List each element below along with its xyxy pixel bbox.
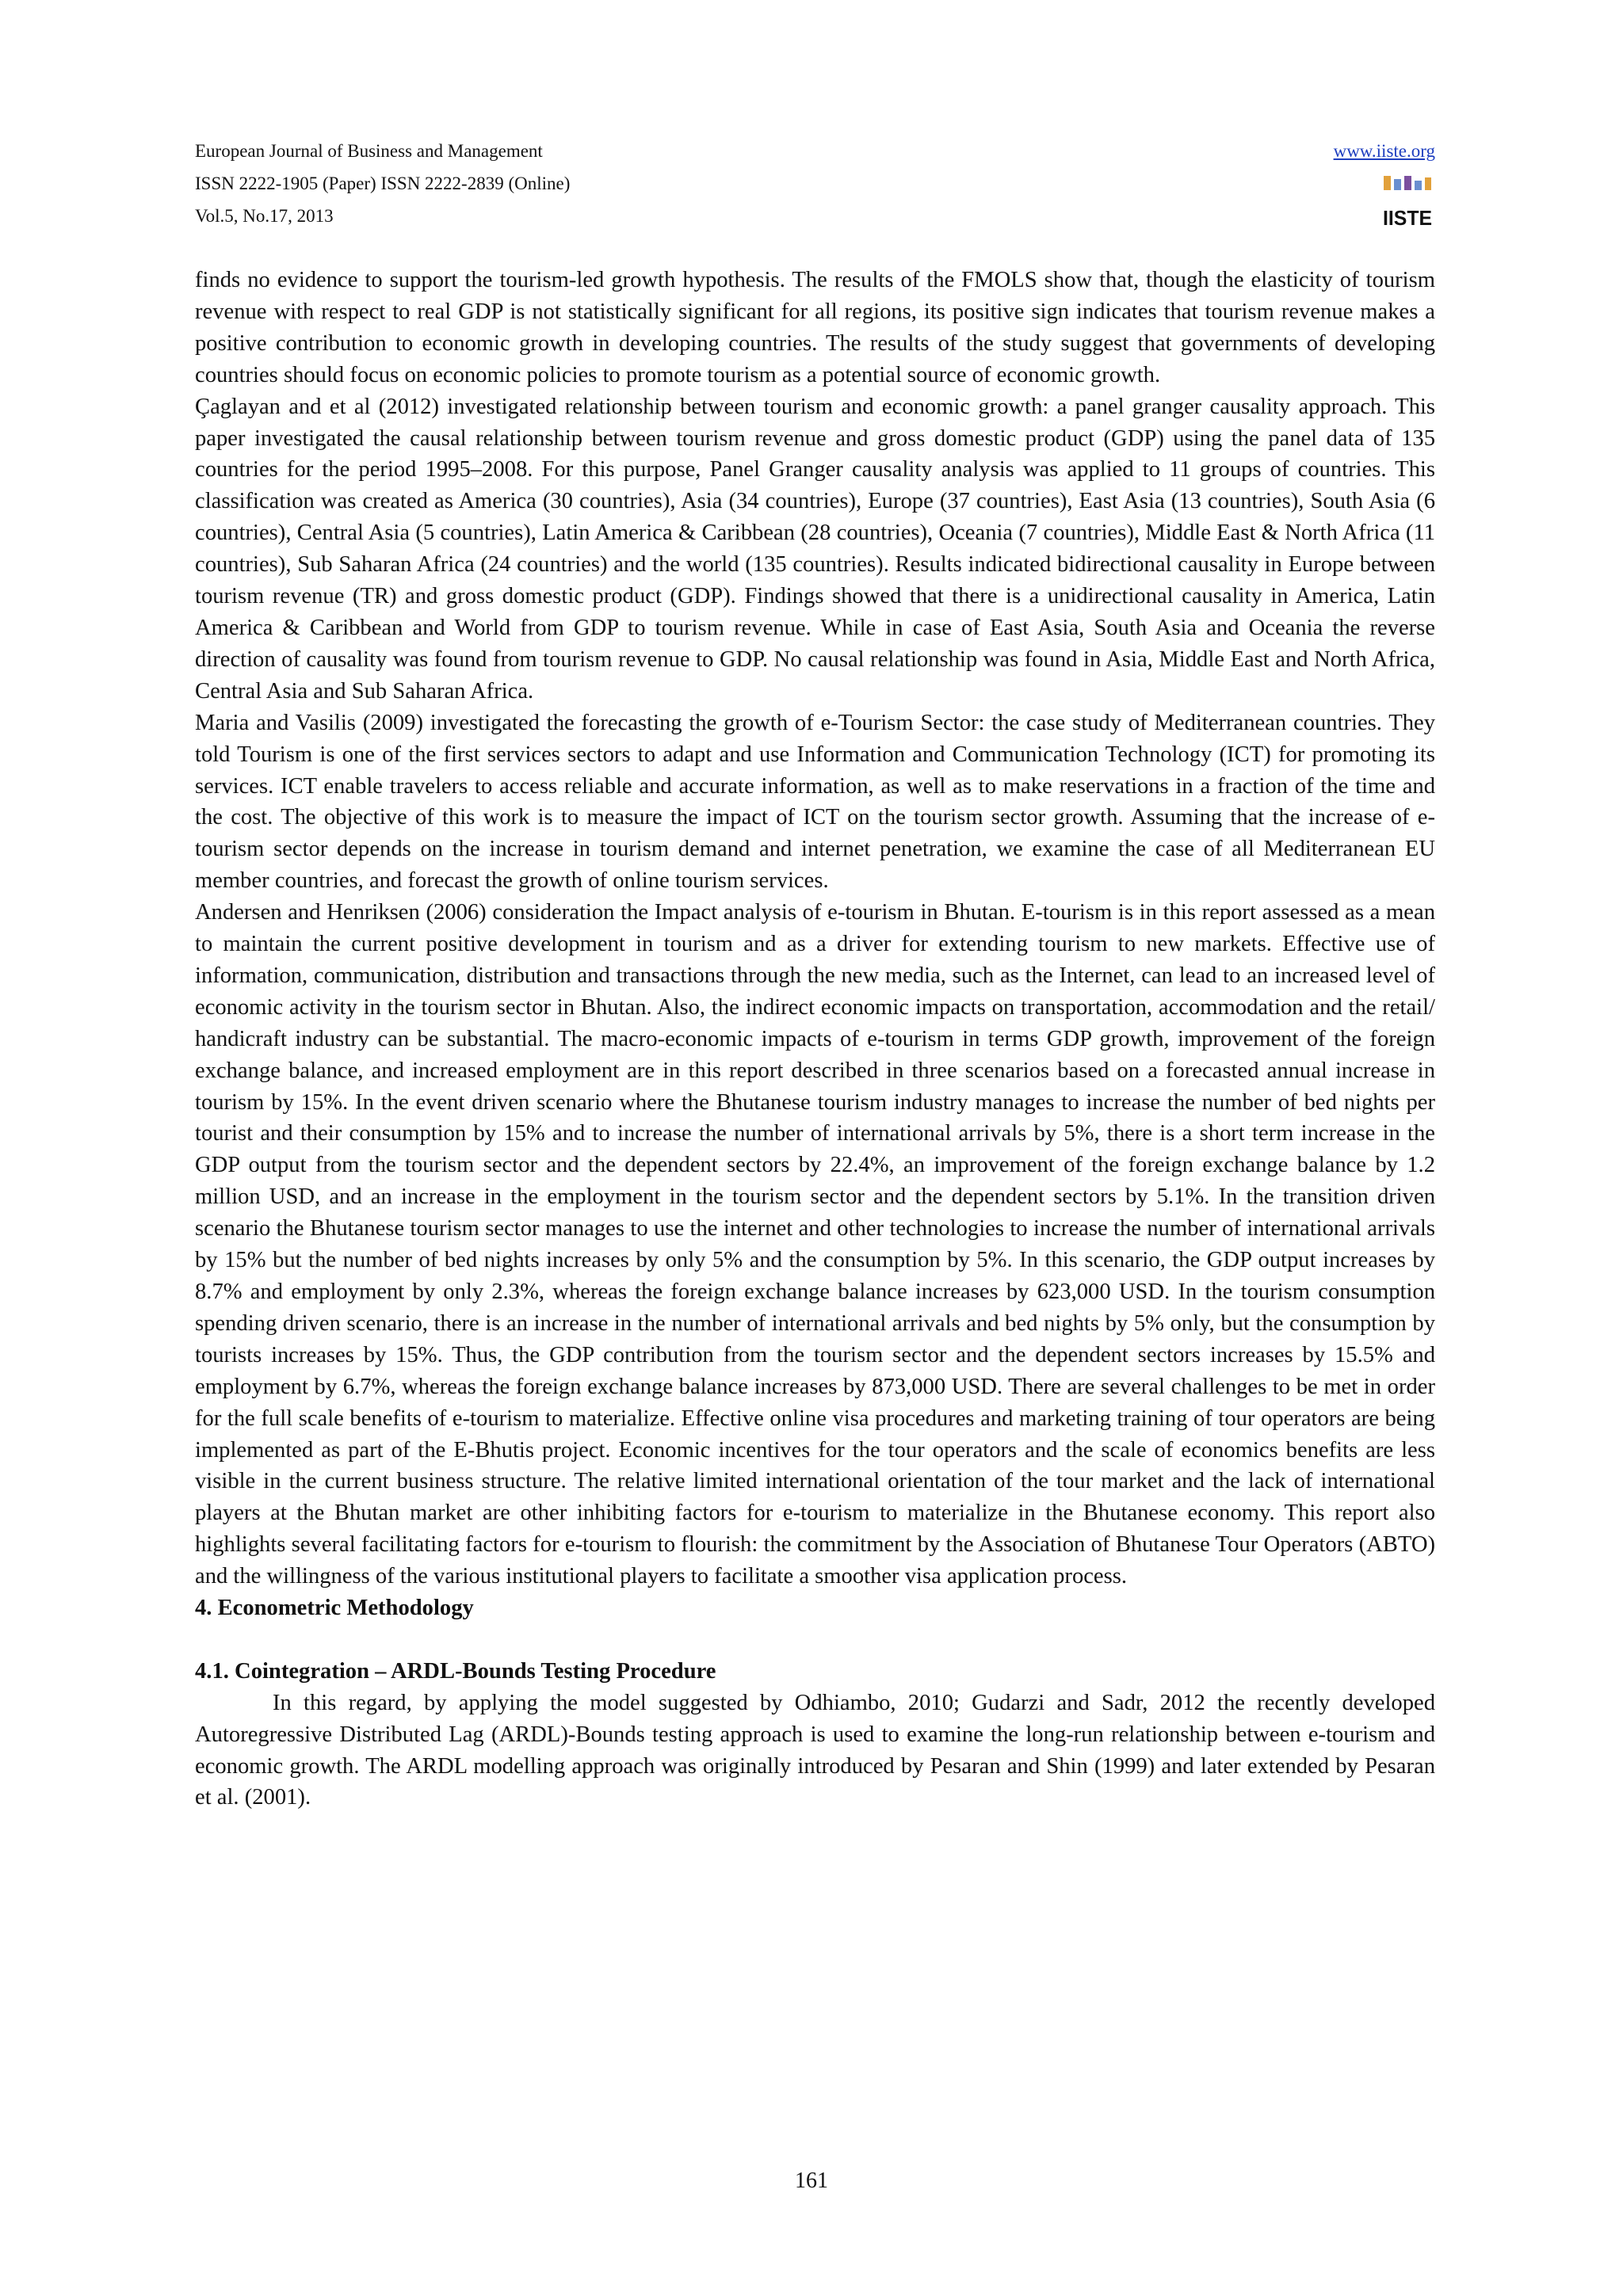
journal-volume: Vol.5, No.17, 2013: [195, 206, 334, 226]
subsection-heading: 4.1. Cointegration – ARDL-Bounds Testing Procedure: [195, 1658, 716, 1684]
paragraph-4: Andersen and Henriksen (2006) consideration the Impact analysis of e-tourism in Bhutan. E-tourism is in this report assessed as a mean to maintain the current positive development in tourism and as a driver for extending tourism to new markets. Effective use of information, communication, distribution and transactions through the new media, such as the Internet, can lead to an increased level of economic activity in the tourism sector in Bhutan. Also, the indirect economic impacts on transportation, accommodation and the retail/ handicraft industry can be substantial. The macro-economic impacts of e-tourism in terms GDP growth, improvement of the foreign exchange balance, and increased employment are in this report described in three scenarios based on a forecasted annual increase in tourism by 15%. In the event driven scenario where the Bhutanese tourism industry manages to increase the number of bed nights per tourist and their consumption by 15% and to increase the number of international arrivals by 5%, there is a short term increase in the GDP output from the tourism sector and the dependent sectors by 22.4%, an improvement of the foreign exchange balance by 1.2 million USD, and an increase in the employment in the tourism sector and the dependent sectors by 5.1%. In the transition driven scenario the Bhutanese tourism sector manages to use the internet and other technologies to increase the number of international arrivals by 15% but the number of bed nights increases by only 5% and the consumption by 5%. In this scenario, the GDP output increases by 8.7% and employment by only 2.3%, whereas the foreign exchange balance increases by 623,000 USD. In the tourism consumption spending driven scenario, there is an increase in the number of international arrivals and bed nights by 5% only, but the consumption by tourists increases by 15%. Thus, the GDP contribution from the tourism sector and the dependent sectors increases by 15.5% and employment by 6.7%, whereas the foreign exchange balance increases by 873,000 USD. There are several challenges to be met in order for the full scale benefits of e-tourism to materialize. Effective online visa procedures and marketing training of tour operators are being implemented as part of the E-Bhutis project. Economic incentives for the tour operators and the scale of economics benefits are less visible in the current business structure. The relative limited international orientation of the tour market and the lack of international players at the Bhutan market are other inhibiting factors for e-tourism to materialize in the Bhutanese economy. This report also highlights several facilitating factors for e-tourism to flourish: the commitment by the Association of Bhutanese Tour Operators (ABTO) and the willingness of the various institutional players to facilitate a smoother visa application process.: [195, 900, 1435, 1589]
section-heading: 4. Econometric Methodology: [195, 1596, 474, 1621]
logo-bar-4: [1415, 181, 1422, 190]
paragraph-2: Çaglayan and et al (2012) investigated relationship between tourism and economic growth: a panel granger causality approach. This paper investigated the causal relationship between tourism revenue and gross domestic product (GDP) using the panel data of 135 countries for the period 1995–2008. For this purpose, Panel Granger causality analysis was applied to 11 groups of countries. This classification was created as America (30 countries), Asia (34 countries), Europe (37 countries), East Asia (13 countries), South Asia (6 countries), Central Asia (5 countries), Latin America & Caribbean (28 countries), Oceania (7 countries), Middle East & North Africa (11 countries), Sub Saharan Africa (24 countries) and the world (135 countries). Results indicated bidirectional causality in Europe between tourism revenue (TR) and gross domestic product (GDP). Findings showed that there is a unidirectional causality in America, Latin America & Caribbean and World from GDP to tourism revenue. While in case of East Asia, South Asia and Oceania the reverse direction of causality was found from tourism revenue to GDP. No causal relationship was found in Asia, Middle East and North Africa, Central Asia and Sub Saharan Africa.: [195, 394, 1435, 704]
spacer: [195, 1624, 1435, 1656]
page-number: 161: [795, 2168, 828, 2193]
iiste-logo: [1381, 173, 1434, 231]
paragraph-3: Maria and Vasilis (2009) investigated the forecasting the growth of e-Tourism Sector: the case study of Mediterranean countries. They told Tourism is one of the first services sectors to adapt and use Information and Communication Technology (ICT) for promoting its services. ICT enable travelers to access reliable and accurate information, as well as to make reservations in a fraction of the time and the cost. The objective of this work is to measure the impact of ICT on the tourism sector growth. Assuming that the increase of e-tourism sector depends on the increase in tourism demand and internet penetration, we examine the case of all Mediterranean EU member countries, and forecast the growth of online tourism services.: [195, 710, 1435, 894]
journal-name: European Journal of Business and Management: [195, 141, 543, 161]
journal-url-link[interactable]: www.iiste.org: [1333, 141, 1435, 161]
journal-info: [195, 135, 570, 232]
logo-text: IISTE: [1383, 206, 1432, 230]
article-body: [195, 265, 1435, 1814]
logo-bar-5: [1425, 177, 1431, 190]
subsection-paragraph: In this regard, by applying the model suggested by Odhiambo, 2010; Gudarzi and Sadr, 2012 the recently developed Autoregressive Distributed Lag (ARDL)-Bounds testing approach is used to examine the long-run relationship between e-tourism and economic growth. The ARDL modelling approach was originally introduced by Pesaran and Shin (1999) and later extended by Pesaran et al. (2001).: [195, 1690, 1435, 1810]
logo-bar-2: [1394, 179, 1401, 190]
journal-links: [1334, 135, 1435, 167]
page-header: [195, 135, 1435, 238]
journal-issn: ISSN 2222-1905 (Paper) ISSN 2222-2839 (Online): [195, 174, 571, 193]
logo-bar-3: [1404, 176, 1411, 190]
logo-bar-1: [1384, 176, 1391, 190]
paragraph-1: finds no evidence to support the tourism-led growth hypothesis. The results of the FMOLS show that, though the elasticity of tourism revenue with respect to real GDP is not statistically significant for all regions, its positive sign indicates that tourism revenue makes a positive contribution to economic growth in developing countries. The results of the study suggest that governments of developing countries should focus on economic policies to promote tourism as a potential source of economic growth.: [195, 268, 1435, 387]
